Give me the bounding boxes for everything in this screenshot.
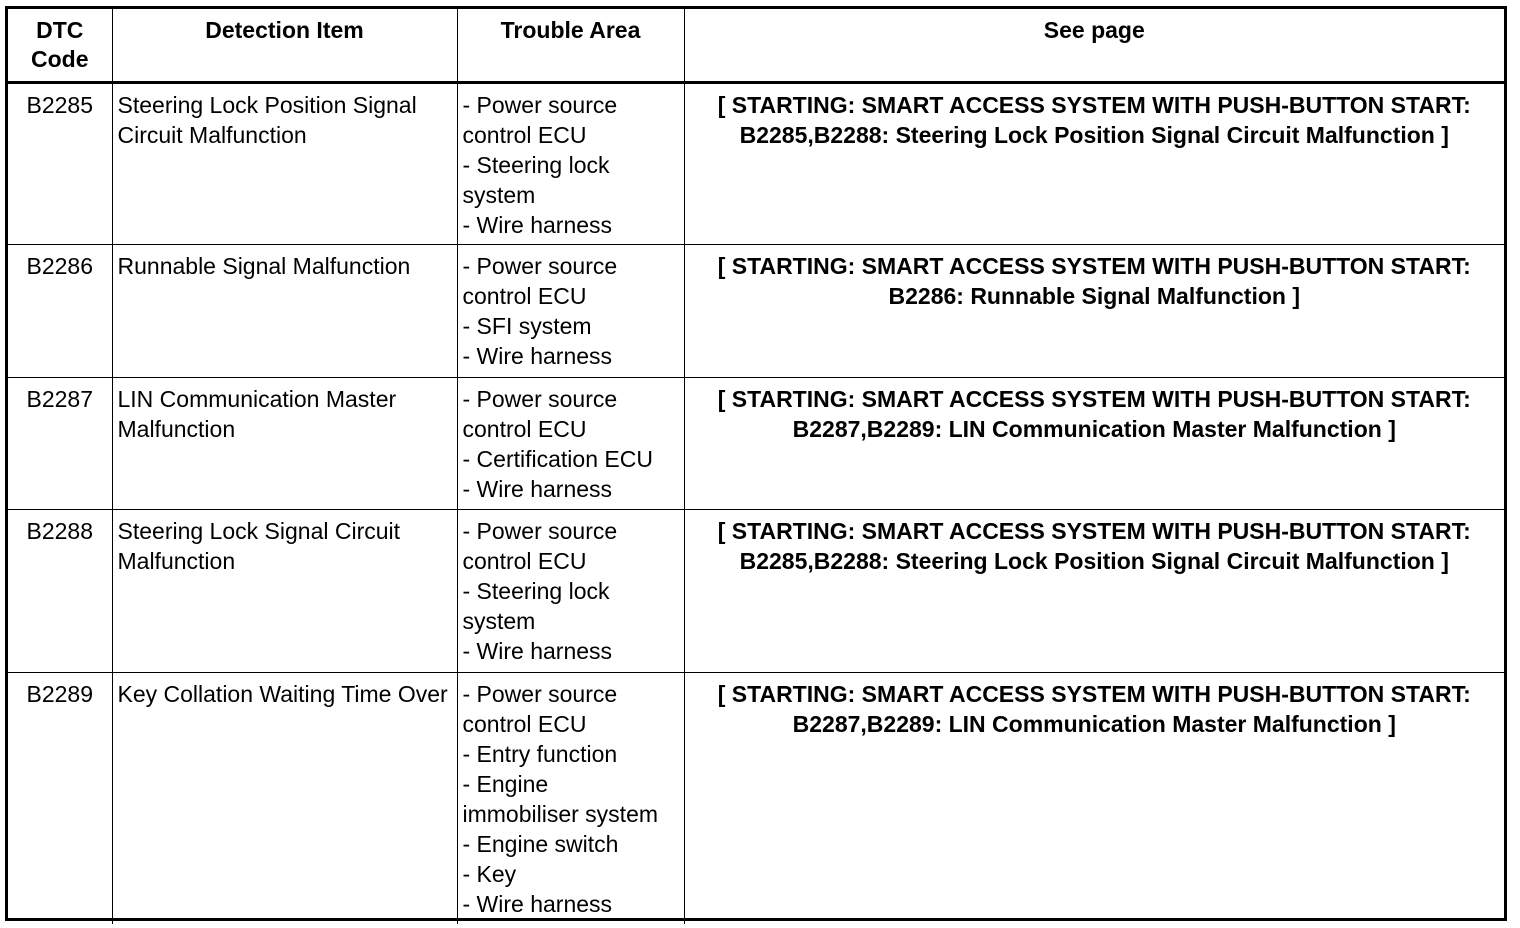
- detection-item-cell: Runnable Signal Malfunction: [112, 244, 457, 377]
- trouble-area-line: - Wire harness: [462, 637, 613, 664]
- detection-item-cell: LIN Communication Master Malfunction: [112, 377, 457, 509]
- trouble-area-line: - Power source: [462, 252, 618, 279]
- table-row: [8, 244, 1504, 377]
- trouble-area-line: - Wire harness: [462, 211, 613, 238]
- trouble-area-line: - Power source: [462, 680, 618, 707]
- trouble-area-line: - Wire harness: [462, 342, 613, 369]
- trouble-area-line: - Wire harness: [462, 475, 613, 502]
- header-dtc-code-line2: Code: [31, 46, 89, 72]
- table-body: [8, 82, 1504, 924]
- table-header-row: [8, 9, 1504, 82]
- trouble-area-line: - Power source: [462, 385, 618, 412]
- detection-item-cell: Key Collation Waiting Time Over: [112, 672, 457, 924]
- trouble-area-cell: [457, 82, 684, 244]
- see-page-link[interactable]: [ STARTING: SMART ACCESS SYSTEM WITH PUSH-BUTTON START: B2286: Runnable Signal Malfunction ]: [684, 244, 1504, 377]
- table-row: [8, 82, 1504, 244]
- header-dtc-code-line1: DTC: [36, 17, 84, 43]
- trouble-area-line: - Wire harness: [462, 890, 613, 917]
- dtc-code-cell: B2286: [8, 244, 112, 377]
- dtc-table: [8, 9, 1504, 924]
- dtc-code-cell: B2288: [8, 509, 112, 672]
- trouble-area-cell: [457, 377, 684, 509]
- see-page-link[interactable]: [ STARTING: SMART ACCESS SYSTEM WITH PUSH-BUTTON START: B2285,B2288: Steering Lock Position Signal Circuit Malfunction ]: [684, 509, 1504, 672]
- table-row: [8, 377, 1504, 509]
- header-see-page: See page: [684, 9, 1504, 82]
- see-page-link[interactable]: [ STARTING: SMART ACCESS SYSTEM WITH PUSH-BUTTON START: B2287,B2289: LIN Communication Master Malfunction ]: [684, 672, 1504, 924]
- trouble-area-line: system: [462, 607, 536, 634]
- dtc-code-cell: B2289: [8, 672, 112, 924]
- detection-item-cell: Steering Lock Position Signal Circuit Malfunction: [112, 82, 457, 244]
- trouble-area-line: - Engine: [462, 770, 549, 797]
- trouble-area-line: - Certification ECU: [462, 445, 653, 472]
- header-dtc-code: [8, 9, 112, 82]
- trouble-area-line: control ECU: [462, 415, 587, 442]
- trouble-area-line: - Steering lock: [462, 151, 610, 178]
- trouble-area-line: control ECU: [462, 710, 587, 737]
- trouble-area-line: control ECU: [462, 121, 587, 148]
- trouble-area-line: control ECU: [462, 547, 587, 574]
- trouble-area-line: system: [462, 181, 536, 208]
- see-page-link[interactable]: [ STARTING: SMART ACCESS SYSTEM WITH PUSH-BUTTON START: B2287,B2289: LIN Communication Master Malfunction ]: [684, 377, 1504, 509]
- trouble-area-line: control ECU: [462, 282, 587, 309]
- dtc-code-cell: B2287: [8, 377, 112, 509]
- header-detection-item: Detection Item: [112, 9, 457, 82]
- trouble-area-line: - Entry function: [462, 740, 618, 767]
- dtc-code-cell: B2285: [8, 82, 112, 244]
- table-row: [8, 509, 1504, 672]
- table-row: [8, 672, 1504, 924]
- trouble-area-cell: [457, 244, 684, 377]
- trouble-area-line: - Power source: [462, 91, 618, 118]
- detection-item-cell: Steering Lock Signal Circuit Malfunction: [112, 509, 457, 672]
- see-page-link[interactable]: [ STARTING: SMART ACCESS SYSTEM WITH PUSH-BUTTON START: B2285,B2288: Steering Lock Position Signal Circuit Malfunction ]: [684, 82, 1504, 244]
- trouble-area-line: - SFI system: [462, 312, 592, 339]
- trouble-area-line: - Key: [462, 860, 517, 887]
- trouble-area-cell: [457, 672, 684, 924]
- header-trouble-area: Trouble Area: [457, 9, 684, 82]
- trouble-area-line: - Power source: [462, 517, 618, 544]
- trouble-area-line: immobiliser system: [462, 800, 659, 827]
- trouble-area-cell: [457, 509, 684, 672]
- dtc-table-container: [5, 6, 1507, 921]
- trouble-area-line: - Engine switch: [462, 830, 619, 857]
- trouble-area-line: - Steering lock: [462, 577, 610, 604]
